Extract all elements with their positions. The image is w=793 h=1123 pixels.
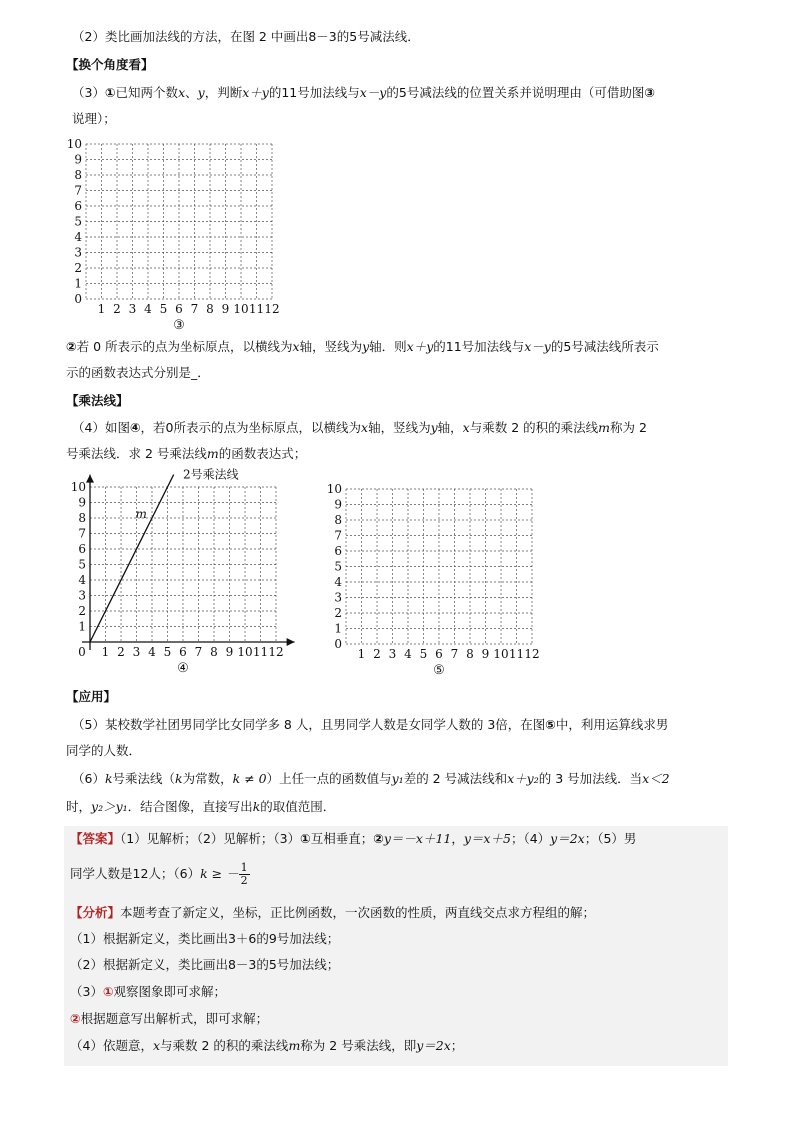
x-tick-label: 5 (159, 302, 168, 316)
figure-3-caption: ③ (173, 318, 185, 333)
analysis-step-5: （4）依题意，x与乘数 2 的积的乘法线m称为 2 号乘法线，即y＝2x； (70, 1038, 464, 1053)
analysis-step-4: ②根据题意写出解析式，即可求解； (70, 1011, 269, 1026)
x-tick-label: 8 (210, 645, 218, 659)
x-tick-label: 10 (237, 645, 253, 659)
answer-line-2: 同学人数是12人；（6）k ≥ － $\frac{1}{2}$ (70, 861, 248, 887)
x-tick-label: 12 (268, 645, 284, 659)
x-tick-label: 8 (206, 302, 214, 316)
y-tick-label: 9 (78, 495, 86, 510)
figure-4-caption: ④ (177, 661, 189, 676)
origin-label: 0 (78, 645, 86, 659)
x-tick-label: 4 (404, 647, 412, 661)
y-tick-label: 7 (78, 526, 86, 541)
x-tick-label: 5 (419, 647, 428, 661)
x-tick-label: 4 (148, 645, 156, 659)
figure-5-caption: ⑤ (433, 663, 445, 678)
question-6-line-2: 时，y₂＞y₁．结合图像，直接写出k的取值范围． (66, 799, 336, 814)
analysis-step-3: （3）①观察图象即可求解； (70, 984, 227, 999)
x-tick-label: 6 (435, 647, 443, 661)
fraction-one-half: $\frac{1}{2}$ (240, 861, 248, 887)
x-tick-label: 5 (163, 645, 172, 659)
x-tick-label: 2 (113, 302, 121, 316)
y-tick-label: 5 (334, 559, 342, 574)
x-tick-label: 11 (508, 647, 525, 661)
x-tick-label: 7 (190, 302, 199, 316)
y-tick-label: 4 (74, 230, 82, 244)
y-tick-label: 5 (74, 214, 82, 229)
y-tick-label: 1 (334, 621, 342, 636)
x-tick-label: 6 (175, 302, 183, 316)
y-tick-label: 7 (74, 183, 82, 198)
answer-line-1: 【答案】（1）见解析；（2）见解析；（3）①互相垂直；②y＝－x＋11，y＝x＋5；（4）y＝2x；（5）男 (70, 831, 637, 846)
question-2: （2）类比画加法线的方法，在图 2 中画出8－3的5号减法线． (72, 29, 420, 44)
question-3-part-2-line-2: 示的函数表达式分别是_． (66, 365, 210, 380)
y-axis-arrow (86, 475, 94, 483)
question-5-line-2: 同学的人数． (66, 743, 142, 758)
x-tick-label: 1 (97, 302, 106, 316)
section-heading-application: 【应用】 (66, 689, 117, 704)
x-tick-label: 8 (466, 647, 474, 661)
y-tick-label: 9 (334, 497, 342, 512)
analysis-step-2: （2）根据新定义，类比画出8－3的5号加法线； (70, 957, 340, 972)
question-3-line-1: （3）①已知两个数x、y，判断x＋y的11号加法线与x－y的5号减法线的位置关系并说明理由（可借助图③ (72, 85, 655, 100)
y-tick-label: 8 (334, 513, 342, 527)
x-tick-label: 7 (450, 647, 459, 661)
y-tick-label: 1 (78, 619, 86, 634)
figure-3-grid (60, 135, 280, 335)
y-tick-label: 5 (78, 557, 86, 572)
x-tick-label: 9 (481, 647, 490, 661)
y-tick-label: 6 (334, 544, 342, 558)
y-tick-label: 3 (334, 590, 342, 605)
y-tick-label: 10 (70, 480, 86, 494)
y-tick-label: 2 (334, 606, 342, 620)
y-tick-label: 4 (78, 573, 86, 587)
y-tick-label: 10 (326, 482, 342, 496)
figure-5-grid (320, 480, 550, 680)
y-tick-label: 8 (78, 511, 86, 525)
y-tick-label: 4 (334, 575, 342, 589)
x-tick-label: 12 (264, 302, 280, 316)
y-tick-label: 0 (74, 292, 82, 306)
x-tick-label: 1 (357, 647, 366, 661)
line-m-y-equals-2x (90, 475, 174, 642)
y-tick-label: 0 (334, 637, 342, 651)
y-tick-label: 9 (74, 152, 82, 167)
answer-analysis-box (64, 826, 728, 1066)
y-tick-label: 3 (78, 588, 86, 603)
y-tick-label: 2 (78, 604, 86, 618)
y-tick-label: 3 (74, 245, 82, 260)
x-tick-label: 11 (248, 302, 265, 316)
x-tick-label: 10 (233, 302, 249, 316)
analysis-intro: 【分析】本题考查了新定义，坐标，正比例函数，一次函数的性质，两直线交点求方程组的解； (70, 905, 596, 920)
x-tick-label: 3 (388, 647, 397, 661)
x-tick-label: 1 (101, 645, 110, 659)
y-tick-label: 8 (74, 168, 82, 182)
x-tick-label: 6 (179, 645, 187, 659)
question-4-line-1: （4）如图④，若0所表示的点为坐标原点，以横线为x轴，竖线为y轴，x与乘数 2 的积的乘法线m称为 2 (72, 420, 647, 435)
x-tick-label: 3 (132, 645, 141, 659)
analysis-step-1: （1）根据新定义，类比画出3＋6的9号加法线； (70, 931, 340, 946)
question-6-line-1: （6）k号乘法线（k为常数，k ≠ 0）上任一点的函数值与y₁差的 2 号减法线和x＋y₂的 3 号加法线．当x＜2 (72, 771, 670, 786)
y-tick-label: 1 (74, 276, 82, 291)
x-tick-label: 9 (225, 645, 234, 659)
question-5-line-1: （5）某校数学社团男同学比女同学多 8 人，且男同学人数是女同学人数的 3倍，在图⑤中，利用运算线求男 (72, 717, 669, 732)
x-tick-label: 4 (144, 302, 152, 316)
x-axis-arrow (287, 638, 295, 646)
y-tick-label: 7 (334, 528, 342, 543)
x-tick-label: 7 (194, 645, 203, 659)
x-tick-label: 9 (221, 302, 230, 316)
section-heading-multiplication: 【乘法线】 (66, 393, 129, 408)
x-tick-label: 12 (524, 647, 540, 661)
y-tick-label: 10 (66, 137, 82, 151)
x-tick-label: 10 (493, 647, 509, 661)
figure-4-graph (60, 466, 310, 686)
y-tick-label: 2 (74, 261, 82, 275)
y-tick-label: 6 (78, 542, 86, 556)
line-name-label: 2号乘法线 (183, 467, 239, 482)
section-heading-angle: 【换个角度看】 (66, 57, 154, 72)
line-m-label: m (135, 507, 147, 521)
x-tick-label: 3 (128, 302, 137, 316)
x-tick-label: 2 (117, 645, 125, 659)
question-3-part-2: ②若 0 所表示的点为坐标原点，以横线为x轴，竖线为y轴．则x＋y的11号加法线与x－y的5号减法线所表示 (66, 339, 659, 354)
y-tick-label: 6 (74, 199, 82, 213)
question-4-line-2: 号乘法线．求 2 号乘法线m的函数表达式； (66, 446, 307, 461)
x-tick-label: 2 (373, 647, 381, 661)
x-tick-label: 11 (252, 645, 269, 659)
question-3-line-2: 说理）； (72, 111, 116, 126)
